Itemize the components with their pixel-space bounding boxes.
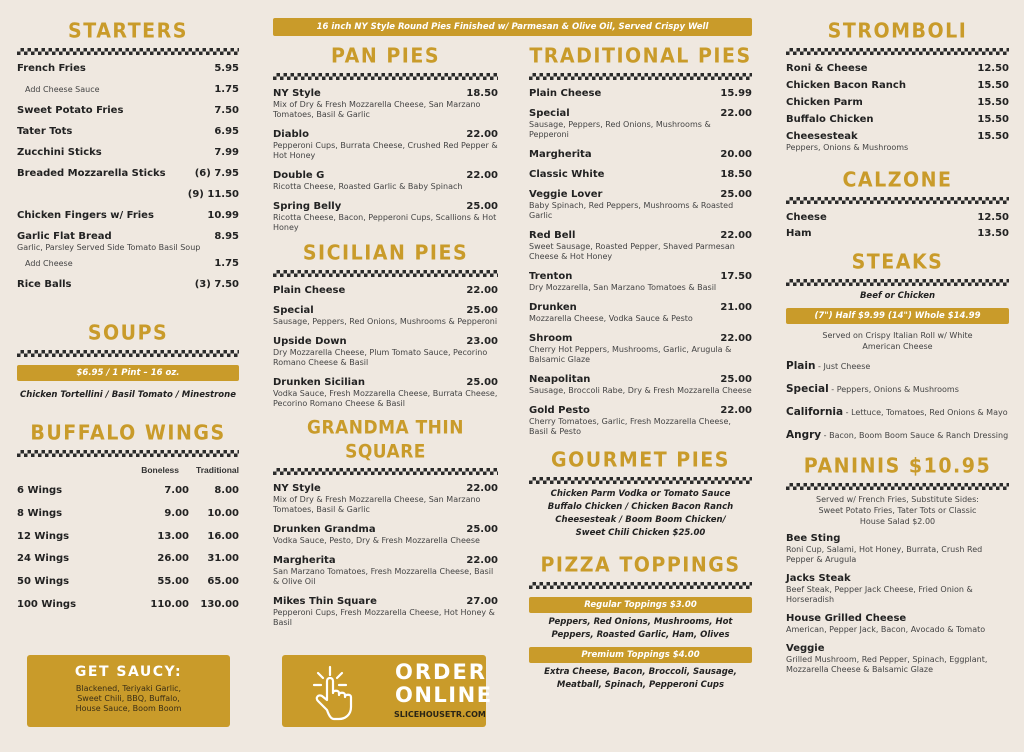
item-price: 25.00: [720, 374, 752, 385]
item-name: Mikes Thin Square: [273, 596, 377, 607]
item-name: Cheesesteak: [786, 131, 858, 142]
checker-divider: [17, 48, 239, 55]
item-price: 21.00: [720, 302, 752, 313]
traditional-pies-list: [529, 88, 752, 437]
item-price: 10.99: [207, 210, 239, 221]
item-desc: Beef Steak, Pepper Jack Cheese, Fried Onion & Horseradish: [786, 585, 973, 604]
item-price: 25.00: [466, 377, 498, 388]
item-price: 22.00: [720, 333, 752, 344]
checker-divider: [529, 582, 752, 589]
item-price: 27.00: [466, 596, 498, 607]
get-saucy-box: [27, 655, 230, 727]
paninis-title: PANINIS $10.95: [803, 454, 992, 478]
sicilian-pies-title: SICILIAN PIES: [302, 241, 469, 265]
item-price: 22.00: [466, 129, 498, 140]
item-desc: Dry Mozzarella, San Marzano Tomatoes & Basil: [529, 283, 717, 292]
item-price: 22.00: [466, 285, 498, 296]
steak-desc: - Peppers, Onions & Mushrooms: [828, 385, 959, 394]
item-name: Tater Tots: [17, 126, 73, 137]
hand-pointer-icon: [312, 665, 374, 721]
order-url-link[interactable]: SLICEHOUSETR.COM: [394, 710, 486, 719]
item-desc: Baby Spinach, Red Peppers, Mushrooms & Roasted Garlic: [529, 201, 734, 220]
steak-name: Plain: [786, 360, 816, 372]
item-name: Gold Pesto: [529, 405, 590, 416]
checker-divider: [273, 73, 498, 80]
item-name: Neapolitan: [529, 374, 591, 385]
sauce-line: Blackened, Teriyaki Garlic,: [75, 684, 182, 693]
item-desc: Sweet Sausage, Roasted Pepper, Shaved Parmesan Cheese & Hot Honey: [529, 242, 735, 261]
item-price: 22.00: [720, 230, 752, 241]
item-price: 22.00: [466, 555, 498, 566]
regular-toppings-list: Peppers, Red Onions, Mushrooms, Hot Peppers, Roasted Garlic, Ham, Olives: [548, 617, 733, 640]
steak-desc: - Lettuce, Tomatoes, Red Onions & Mayo: [843, 408, 1008, 417]
item-price: 8.95: [214, 231, 239, 242]
item-desc: American, Pepper Jack, Bacon, Avocado & Tomato: [786, 625, 986, 634]
wings-count: 8 Wings: [17, 507, 63, 519]
checker-divider: [786, 483, 1009, 490]
wings-row: [17, 531, 239, 554]
wings-count: 100 Wings: [17, 598, 77, 610]
gourmet-pies-list: [529, 488, 752, 540]
wings-row: [17, 553, 239, 576]
item-price: 13.50: [977, 228, 1009, 239]
boneless-price: 7.00: [164, 485, 189, 496]
grandma-list: [273, 483, 498, 628]
sauce-line: House Sauce, Boom Boom: [75, 704, 182, 713]
get-saucy-title: GET SAUCY:: [74, 664, 183, 680]
traditional-price: 10.00: [207, 507, 239, 519]
item-addon: Add Cheese Sauce: [25, 85, 100, 94]
boneless-price: 110.00: [150, 598, 189, 610]
item-desc: Pepperoni Cups, Burrata Cheese, Crushed Red Pepper & Hot Honey: [273, 141, 498, 160]
starters-list: [17, 63, 239, 300]
item-name: Jacks Steak: [786, 573, 851, 584]
item-name: Ham: [786, 228, 812, 239]
item-price: 25.00: [466, 305, 498, 316]
item-price: 18.50: [720, 169, 752, 180]
order-line-1: ORDER: [395, 660, 487, 684]
item-name: Zucchini Sticks: [17, 147, 102, 158]
item-name: Cheese: [786, 212, 827, 223]
item-name: Drunken Sicilian: [273, 377, 365, 388]
pizza-toppings-title: PIZZA TOPPINGS: [540, 553, 741, 577]
steaks-title: STEAKS: [851, 250, 944, 274]
item-name: Spring Belly: [273, 201, 342, 212]
premium-toppings-list: Extra Cheese, Bacon, Broccoli, Sausage, Meatball, Spinach, Pepperoni Cups: [544, 667, 737, 690]
pan-pies-title: PAN PIES: [330, 44, 441, 68]
steak-item: [786, 429, 1009, 441]
item-addon: Add Cheese: [25, 259, 73, 268]
steaks-subtitle: Beef or Chicken: [859, 291, 936, 301]
item-name: Chicken Bacon Ranch: [786, 80, 906, 91]
item-name: Veggie Lover: [529, 189, 603, 200]
item-name: Red Bell: [529, 230, 576, 241]
steaks-price-bar: (7") Half $9.99 (14") Whole $14.99: [786, 308, 1009, 324]
item-price: 22.00: [720, 108, 752, 119]
calzone-list: [786, 212, 1009, 239]
item-price: 5.95: [214, 63, 239, 74]
item-desc: Ricotta Cheese, Roasted Garlic & Baby Spinach: [273, 182, 463, 191]
item-price: 7.99: [214, 147, 239, 158]
item-name: Trenton: [529, 271, 573, 282]
column-4: [786, 0, 1009, 684]
item-price: 12.50: [977, 212, 1009, 223]
wings-header: [17, 465, 239, 475]
item-name: Rice Balls: [17, 279, 72, 290]
item-name: Plain Cheese: [273, 285, 346, 296]
sauce-line: Sweet Chili, BBQ, Buffalo,: [77, 694, 180, 703]
checker-divider: [529, 73, 752, 80]
regular-toppings-bar: Regular Toppings $3.00: [529, 597, 752, 613]
boneless-price: 9.00: [164, 507, 189, 519]
steak-desc: - Bacon, Boom Boom Sauce & Ranch Dressing: [821, 431, 1009, 440]
calzone-title: CALZONE: [842, 168, 953, 192]
checker-divider: [786, 279, 1009, 286]
steak-name: Special: [786, 383, 829, 395]
item-price: 15.50: [977, 97, 1009, 108]
gourmet-line: Sweet Chili Chicken $25.00: [575, 528, 706, 538]
wings-table: [17, 485, 239, 622]
order-line-2: ONLINE: [395, 683, 493, 707]
steaks-list: [786, 360, 1009, 441]
column-2: [273, 0, 498, 637]
item-name: Drunken: [529, 302, 577, 313]
item-name: Chicken Parm: [786, 97, 863, 108]
item-desc: Sausage, Peppers, Red Onions, Mushrooms & Pepperoni: [529, 120, 711, 139]
traditional-price: 65.00: [207, 576, 239, 588]
item-name: Drunken Grandma: [273, 524, 376, 535]
item-name: Veggie: [786, 643, 825, 654]
item-name: Buffalo Chicken: [786, 114, 874, 125]
item-desc: Mix of Dry & Fresh Mozzarella Cheese, San Marzano Tomatoes, Basil & Garlic: [273, 100, 481, 119]
item-desc: Vodka Sauce, Pesto, Dry & Fresh Mozzarella Cheese: [273, 536, 480, 545]
item-price: 7.50: [214, 105, 239, 116]
item-desc: Mozzarella Cheese, Vodka Sauce & Pesto: [529, 314, 693, 323]
wings-row: [17, 508, 239, 531]
grandma-title: GRANDMA THIN SQUARE: [307, 417, 464, 463]
item-name: House Grilled Cheese: [786, 613, 907, 624]
traditional-price: 130.00: [200, 598, 239, 610]
item-name: Classic White: [529, 169, 605, 180]
col-traditional: Traditional: [196, 465, 239, 475]
gourmet-line: Cheesesteak / Boom Boom Chicken/: [555, 515, 726, 525]
item-name: Sweet Potato Fries: [17, 105, 124, 116]
item-name: Special: [273, 305, 314, 316]
item-desc: Garlic, Parsley Served Side Tomato Basil Soup: [17, 243, 201, 252]
traditional-price: 16.00: [207, 530, 239, 542]
wings-row: [17, 599, 239, 622]
item-name: Breaded Mozzarella Sticks: [17, 168, 166, 179]
item-name: Plain Cheese: [529, 88, 602, 99]
col-boneless: Boneless: [141, 465, 179, 475]
item-desc: Ricotta Cheese, Bacon, Pepperoni Cups, Scallions & Hot Honey: [273, 213, 497, 232]
item-desc: Grilled Mushroom, Red Pepper, Spinach, Eggplant, Mozzarella Cheese & Balsamic Glaze: [786, 655, 988, 674]
item-desc: Roni Cup, Salami, Hot Honey, Burrata, Crush Red Pepper & Arugula: [786, 545, 983, 564]
item-name: Upside Down: [273, 336, 347, 347]
wings-row: [17, 576, 239, 599]
steak-desc: - Just Cheese: [815, 362, 871, 371]
pan-pies-list: [273, 88, 498, 233]
item-name: Special: [529, 108, 570, 119]
paninis-note: Served w/ French Fries, Substitute Sides: Sweet Potato Fries, Tater Tots or Classic House Salad $2.00: [816, 495, 979, 526]
item-desc: Mix of Dry & Fresh Mozzarella Cheese, San Marzano Tomatoes, Basil & Garlic: [273, 495, 481, 514]
item-name: Diablo: [273, 129, 309, 140]
item-desc: Vodka Sauce, Fresh Mozzarella Cheese, Burrata Cheese, Pecorino Romano Cheese & Basil: [273, 389, 498, 408]
traditional-pies-title: TRADITIONAL PIES: [529, 44, 752, 68]
item-price: (6) 7.95: [194, 168, 239, 179]
wings-count: 24 Wings: [17, 553, 70, 565]
wings-count: 6 Wings: [17, 485, 63, 496]
soup-varieties: Chicken Tortellini / Basil Tomato / Minestrone: [20, 390, 236, 400]
item-name: Margherita: [273, 555, 336, 566]
gourmet-line: Buffalo Chicken / Chicken Bacon Ranch: [547, 502, 734, 512]
checker-divider: [17, 450, 239, 457]
item-price: 25.00: [720, 189, 752, 200]
gourmet-pies-title: GOURMET PIES: [551, 448, 730, 472]
paninis-list: [786, 533, 1009, 675]
item-price: 1.75: [214, 258, 239, 269]
stromboli-title: STROMBOLI: [827, 19, 968, 43]
item-price: 22.00: [466, 483, 498, 494]
sauce-list: [27, 684, 230, 714]
item-price: 15.50: [977, 131, 1009, 142]
column-3: [529, 0, 752, 692]
soups-title: SOUPS: [87, 321, 169, 345]
checker-divider: [273, 270, 498, 277]
boneless-price: 55.00: [157, 576, 189, 588]
steak-item: [786, 406, 1009, 418]
stromboli-list: [786, 63, 1009, 153]
item-price: 20.00: [720, 149, 752, 160]
item-name: Margherita: [529, 149, 592, 160]
item-desc: Cherry Hot Peppers, Mushrooms, Garlic, Arugula & Balsamic Glaze: [529, 345, 732, 364]
item-price: 15.99: [720, 88, 752, 99]
steak-item: [786, 360, 1009, 372]
item-desc: Sausage, Broccoli Rabe, Dry & Fresh Mozzarella Cheese: [529, 386, 752, 395]
steak-name: California: [786, 406, 844, 418]
item-desc: San Marzano Tomatoes, Fresh Mozzarella Cheese, Basil & Olive Oil: [273, 567, 494, 586]
item-desc: Dry Mozzarella Cheese, Plum Tomato Sauce, Pecorino Romano Cheese & Basil: [273, 348, 488, 367]
checker-divider: [17, 350, 239, 357]
boneless-price: 13.00: [157, 530, 189, 542]
item-price: 15.50: [977, 80, 1009, 91]
column-1: [17, 0, 239, 622]
steak-name: Angry: [786, 429, 822, 441]
item-price: 22.00: [466, 170, 498, 181]
item-price: 18.50: [466, 88, 498, 99]
steak-item: [786, 383, 1009, 395]
item-price: 25.00: [466, 524, 498, 535]
soups-price-bar: $6.95 / 1 Pint – 16 oz.: [17, 365, 239, 381]
wings-row: [17, 485, 239, 508]
item-name: Shroom: [529, 333, 573, 344]
checker-divider: [786, 48, 1009, 55]
item-price: 25.00: [466, 201, 498, 212]
item-price: 15.50: [977, 114, 1009, 125]
item-price: (3) 7.50: [194, 279, 239, 290]
checker-divider: [273, 468, 498, 475]
wings-count: 50 Wings: [17, 576, 70, 588]
gourmet-line: Chicken Parm Vodka or Tomato Sauce: [550, 489, 731, 499]
item-price: 6.95: [214, 126, 239, 137]
item-price: 23.00: [466, 336, 498, 347]
item-desc: Peppers, Onions & Mushrooms: [786, 143, 909, 152]
item-price: 1.75: [214, 84, 239, 95]
item-desc: Sausage, Peppers, Red Onions, Mushrooms & Pepperoni: [273, 317, 498, 326]
item-name: Chicken Fingers w/ Fries: [17, 210, 154, 221]
boneless-price: 26.00: [157, 553, 189, 565]
wings-count: 12 Wings: [17, 530, 70, 542]
item-name: NY Style: [273, 483, 321, 494]
item-name: Roni & Cheese: [786, 63, 868, 74]
traditional-price: 8.00: [214, 485, 239, 496]
item-desc: Pepperoni Cups, Fresh Mozzarella Cheese, Hot Honey & Basil: [273, 608, 495, 627]
item-price: 22.00: [720, 405, 752, 416]
item-desc: Cherry Tomatoes, Garlic, Fresh Mozzarella Cheese, Basil & Pesto: [529, 417, 731, 436]
item-price: 17.50: [720, 271, 752, 282]
item-price: 12.50: [977, 63, 1009, 74]
premium-toppings-bar: Premium Toppings $4.00: [529, 647, 752, 663]
pies-banner: 16 inch NY Style Round Pies Finished w/ Parmesan & Olive Oil, Served Crispy Well: [273, 18, 752, 36]
checker-divider: [529, 477, 752, 484]
item-name: Garlic Flat Bread: [17, 231, 112, 242]
item-name: NY Style: [273, 88, 321, 99]
order-online-button[interactable]: [282, 655, 493, 727]
item-name: Double G: [273, 170, 325, 181]
sicilian-pies-list: [273, 285, 498, 409]
steaks-note: Served on Crispy Italian Roll w/ White American Cheese: [822, 331, 973, 351]
starters-title: STARTERS: [68, 19, 188, 43]
item-name: Bee Sting: [786, 533, 841, 544]
checker-divider: [786, 197, 1009, 204]
item-price: (9) 11.50: [187, 189, 239, 200]
traditional-price: 31.00: [207, 553, 239, 565]
wings-title: BUFFALO WINGS: [30, 421, 226, 445]
item-name: French Fries: [17, 63, 86, 74]
